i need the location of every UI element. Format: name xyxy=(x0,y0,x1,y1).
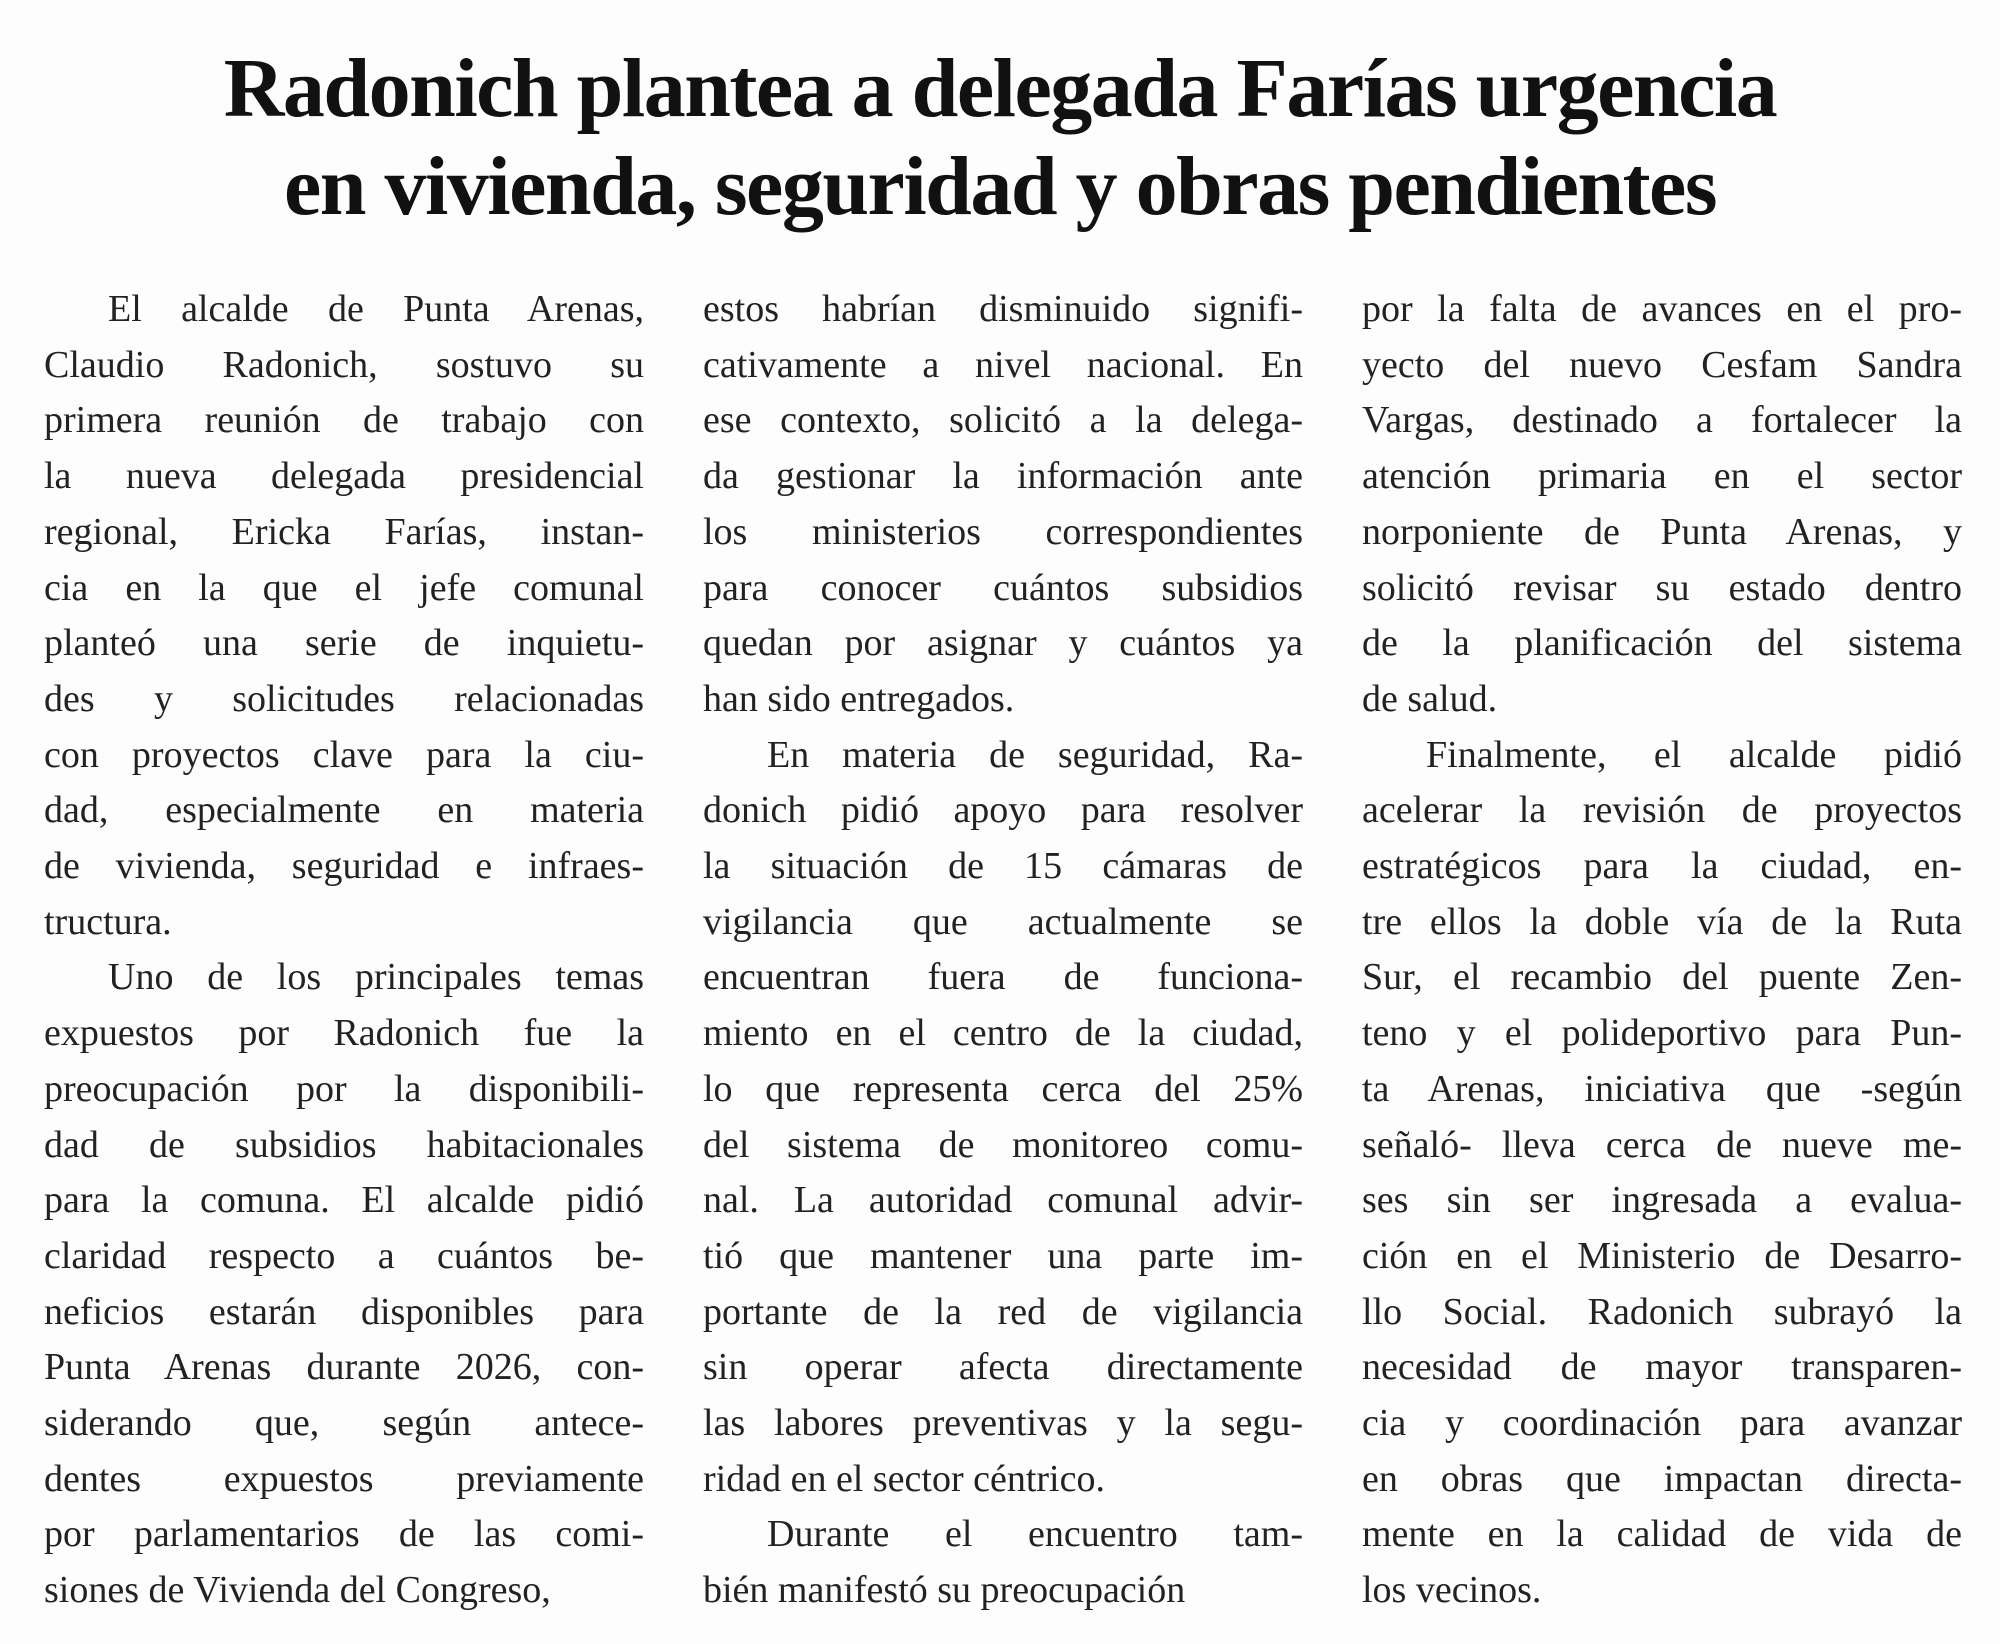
article-paragraph xyxy=(703,282,1303,728)
text-line: cia en la que el jefe comunal xyxy=(44,566,644,609)
text-line: sin operar afecta directamente xyxy=(703,1346,1303,1389)
text-line: dad, especialmente en materia xyxy=(44,789,644,832)
text-line: mente en la calidad de vida de xyxy=(1362,1513,1962,1556)
text-line: los ministerios correspondientes xyxy=(703,510,1303,553)
text-line: por parlamentarios de las comi- xyxy=(44,1513,644,1556)
text-line: siones de Vivienda del Congreso, xyxy=(44,1569,551,1612)
text-line: nal. La autoridad comunal advir- xyxy=(703,1179,1303,1222)
article-paragraph xyxy=(1362,728,1962,1612)
text-line: llo Social. Radonich subrayó la xyxy=(1362,1290,1962,1333)
article-paragraph xyxy=(44,950,644,1612)
article-paragraph xyxy=(703,728,1303,1508)
text-line: teno y el polideportivo para Pun- xyxy=(1362,1012,1962,1055)
text-line: ción en el Ministerio de Desarro- xyxy=(1362,1234,1962,1277)
text-line: para la comuna. El alcalde pidió xyxy=(44,1179,644,1222)
text-line: Durante el encuentro tam- xyxy=(767,1513,1303,1556)
text-line: Uno de los principales temas xyxy=(108,956,644,999)
text-line: del sistema de monitoreo comu- xyxy=(703,1123,1303,1166)
text-line: da gestionar la información ante xyxy=(703,455,1303,498)
text-line: con proyectos clave para la ciu- xyxy=(44,733,644,776)
text-line: Vargas, destinado a fortalecer la xyxy=(1362,399,1962,442)
text-line: por la falta de avances en el pro- xyxy=(1362,288,1962,330)
text-line: yecto del nuevo Cesfam Sandra xyxy=(1362,343,1962,386)
text-line: El alcalde de Punta Arenas, xyxy=(108,288,644,330)
text-line: ta Arenas, iniciativa que -según xyxy=(1362,1067,1962,1110)
text-line: ses sin ser ingresada a evalua- xyxy=(1362,1179,1962,1222)
text-line: de salud. xyxy=(1362,677,1498,720)
text-line: las labores preventivas y la segu- xyxy=(703,1402,1303,1445)
text-line: norponiente de Punta Arenas, y xyxy=(1362,510,1962,553)
article-headline xyxy=(40,40,1960,236)
text-line: señaló- lleva cerca de nueve me- xyxy=(1362,1123,1962,1166)
text-line: encuentran fuera de funciona- xyxy=(703,956,1303,999)
text-line: donich pidió apoyo para resolver xyxy=(703,789,1303,832)
text-column xyxy=(703,282,1303,1612)
text-line: ridad en el sector céntrico. xyxy=(703,1457,1105,1500)
text-line: preocupación por la disponibili- xyxy=(44,1067,644,1110)
text-line: dad de subsidios habitacionales xyxy=(44,1123,644,1166)
text-line: quedan por asignar y cuántos ya xyxy=(703,622,1303,665)
text-line: solicitó revisar su estado dentro xyxy=(1362,566,1962,609)
text-line: Finalmente, el alcalde pidió xyxy=(1426,733,1962,776)
article-paragraph xyxy=(1362,282,1962,728)
text-line: Claudio Radonich, sostuvo su xyxy=(44,343,644,386)
text-line: han sido entregados. xyxy=(703,677,1015,720)
text-line: tió que mantener una parte im- xyxy=(703,1234,1303,1277)
text-line: planteó una serie de inquietu- xyxy=(44,622,644,665)
text-line: acelerar la revisión de proyectos xyxy=(1362,789,1962,832)
text-column xyxy=(1362,282,1962,1612)
text-line: estos habrían disminuido signifi- xyxy=(703,288,1303,330)
text-line: en obras que impactan directa- xyxy=(1362,1457,1962,1500)
text-line: la situación de 15 cámaras de xyxy=(703,845,1303,888)
text-line: Punta Arenas durante 2026, con- xyxy=(44,1346,644,1389)
text-line: En materia de seguridad, Ra- xyxy=(767,733,1303,776)
text-line: lo que representa cerca del 25% xyxy=(703,1067,1303,1110)
text-line: tructura. xyxy=(44,900,172,943)
text-line: los vecinos. xyxy=(1362,1569,1542,1612)
text-line: expuestos por Radonich fue la xyxy=(44,1012,644,1055)
text-line: cia y coordinación para avanzar xyxy=(1362,1402,1962,1445)
text-line: bién manifestó su preocupación xyxy=(703,1569,1186,1612)
text-line: miento en el centro de la ciudad, xyxy=(703,1012,1303,1055)
text-line: atención primaria en el sector xyxy=(1362,455,1962,498)
headline-line: en vivienda, seguridad y obras pendientes xyxy=(283,140,1717,233)
text-line: cativamente a nivel nacional. En xyxy=(703,343,1303,386)
text-line: des y solicitudes relacionadas xyxy=(44,677,644,720)
article-paragraph xyxy=(703,1507,1303,1612)
article-paragraph xyxy=(44,282,644,950)
text-line: la nueva delegada presidencial xyxy=(44,455,644,498)
text-line: vigilancia que actualmente se xyxy=(703,900,1303,943)
text-line: Sur, el recambio del puente Zen- xyxy=(1362,956,1962,999)
text-line: primera reunión de trabajo con xyxy=(44,399,644,442)
text-line: para conocer cuántos subsidios xyxy=(703,566,1303,609)
text-line: de vivienda, seguridad e infraes- xyxy=(44,845,644,888)
text-line: ese contexto, solicitó a la delega- xyxy=(703,399,1303,442)
article-body xyxy=(0,282,2000,1622)
text-line: de la planificación del sistema xyxy=(1362,622,1962,665)
text-line: neficios estarán disponibles para xyxy=(44,1290,644,1333)
text-line: regional, Ericka Farías, instan- xyxy=(44,510,644,553)
text-line: tre ellos la doble vía de la Ruta xyxy=(1362,900,1962,943)
headline-line: Radonich plantea a delegada Farías urgencia xyxy=(223,42,1777,135)
text-line: portante de la red de vigilancia xyxy=(703,1290,1303,1333)
text-line: necesidad de mayor transparen- xyxy=(1362,1346,1962,1389)
text-column xyxy=(44,282,644,1612)
text-line: estratégicos para la ciudad, en- xyxy=(1362,845,1962,888)
text-line: siderando que, según antece- xyxy=(44,1402,644,1445)
text-line: claridad respecto a cuántos be- xyxy=(44,1234,644,1277)
text-line: dentes expuestos previamente xyxy=(44,1457,644,1500)
